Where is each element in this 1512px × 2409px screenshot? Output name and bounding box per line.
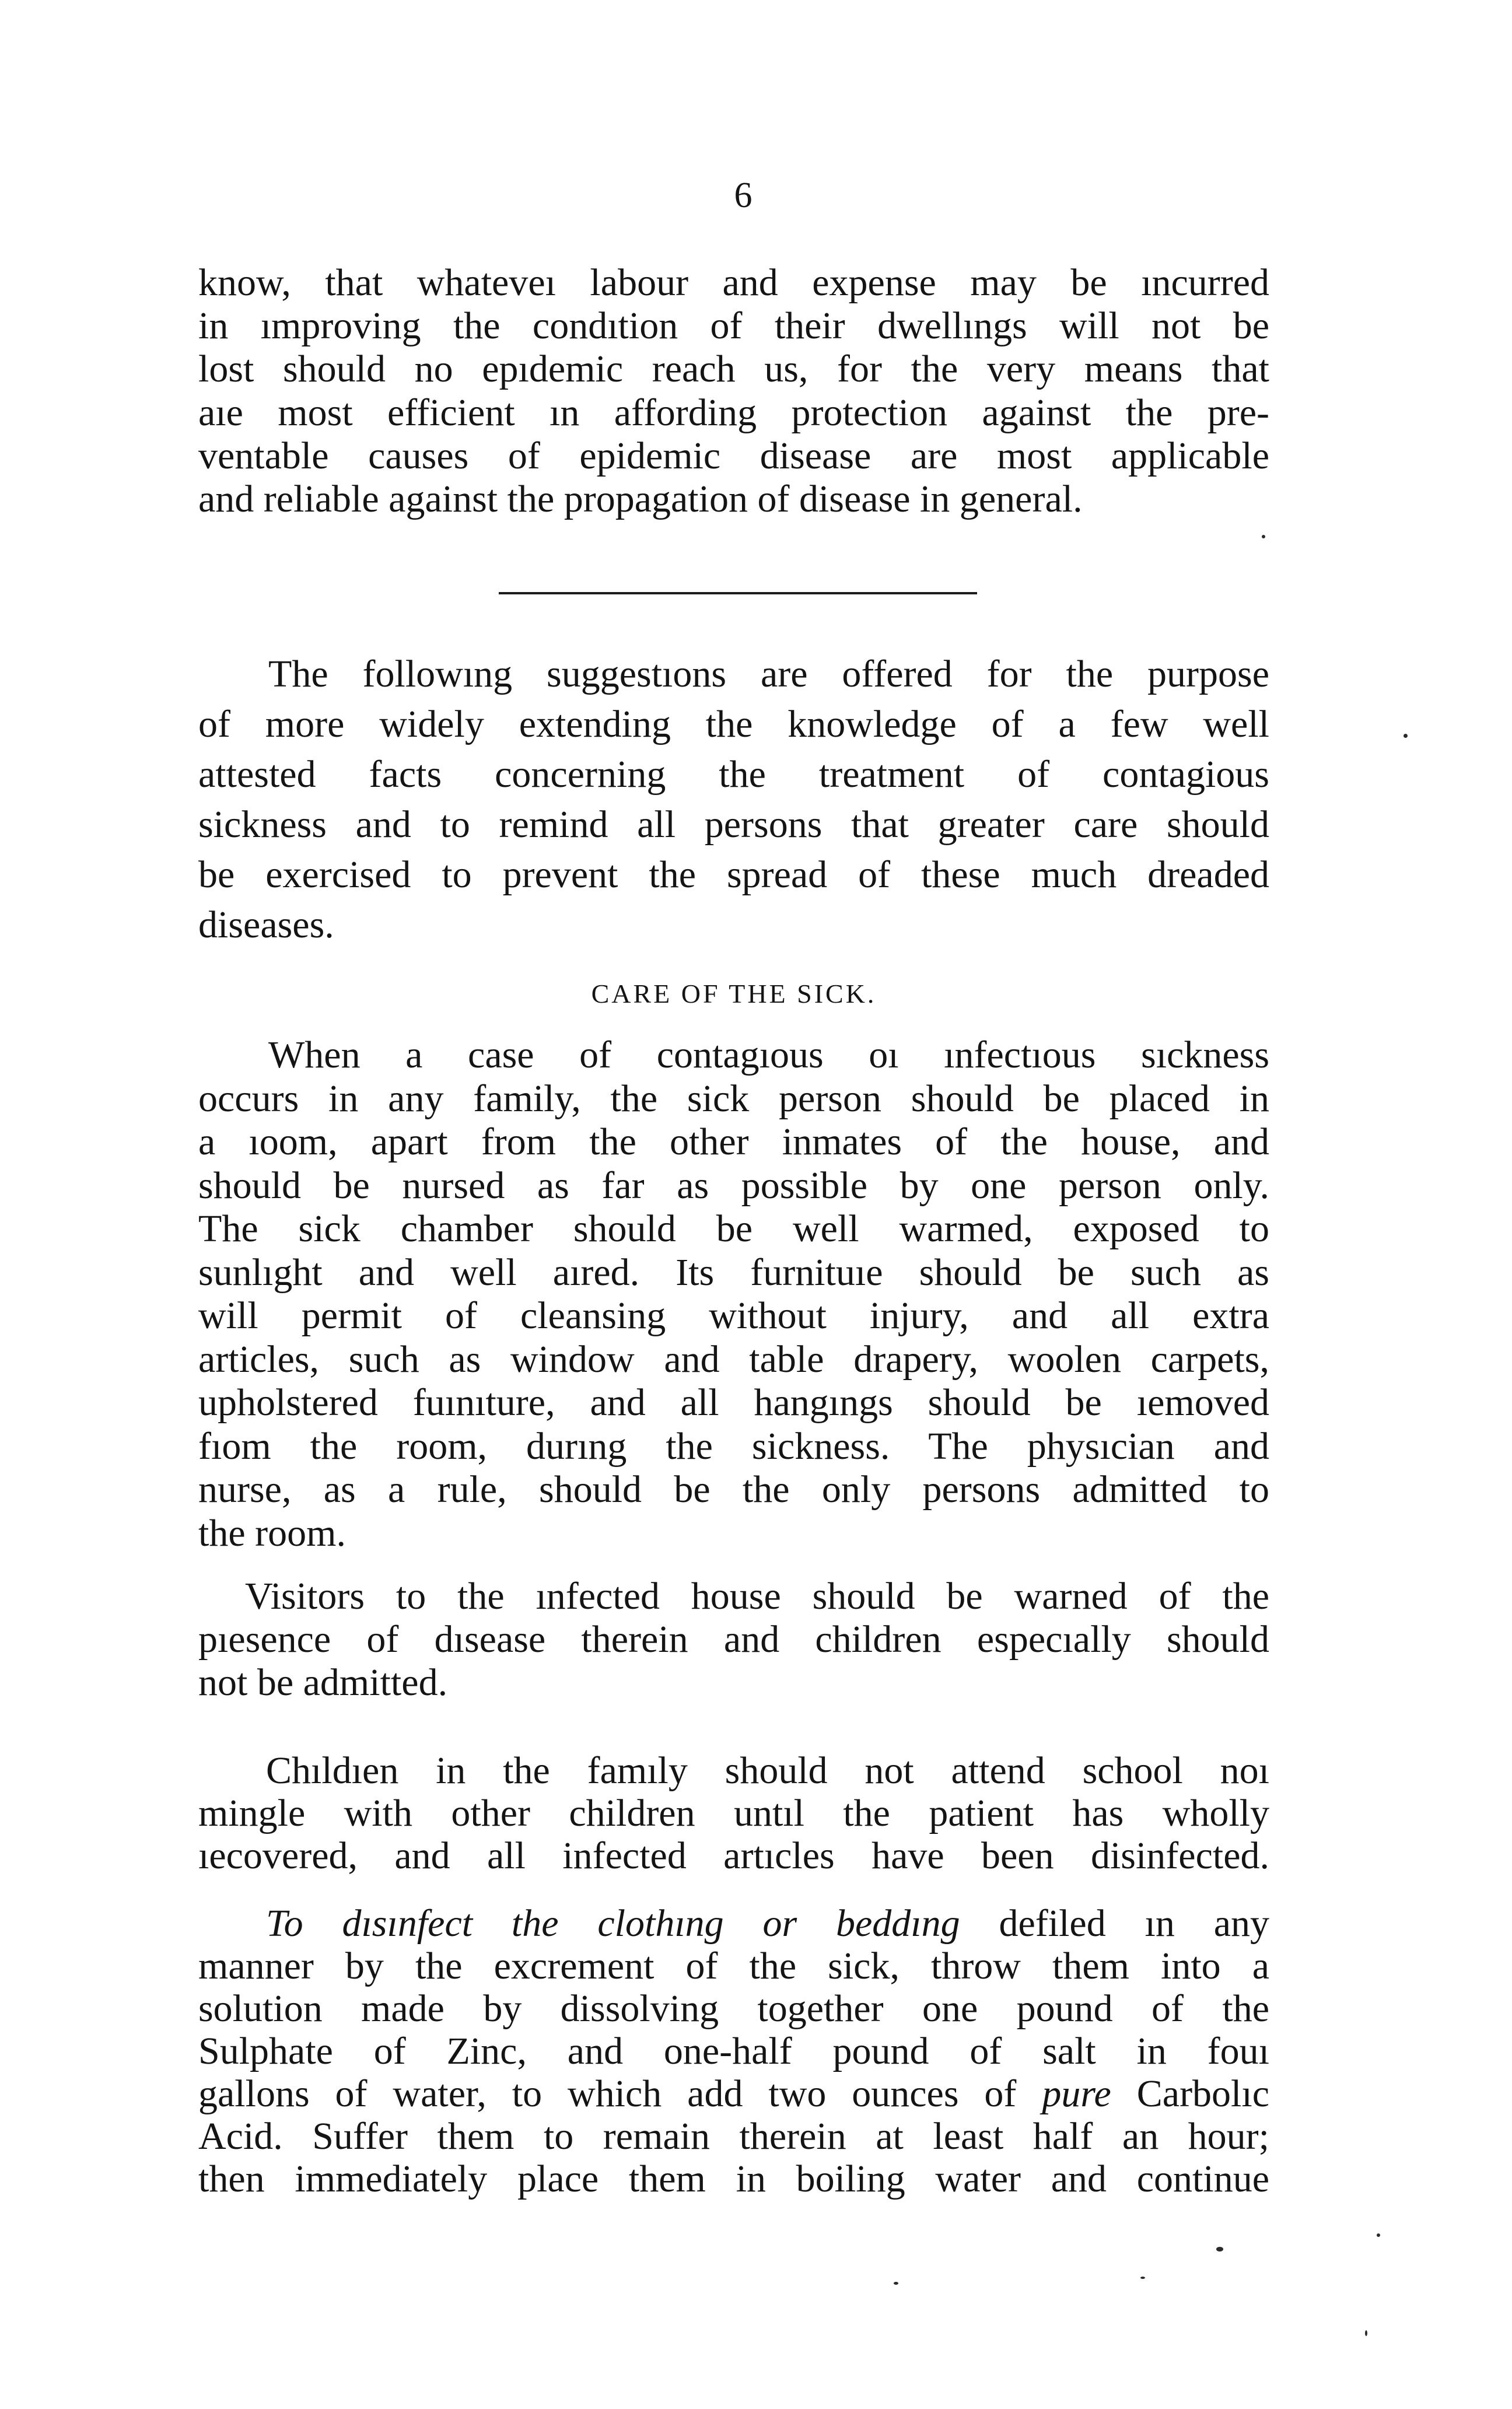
suggestions-line: be exercised to prevent the spread of these much dreaded bbox=[198, 853, 1269, 896]
scan-speck bbox=[1216, 2247, 1223, 2252]
visitors-paragraph bbox=[198, 1575, 1269, 1704]
disinfect-line: Acid. Suffer them to remain therein at least half an hour; bbox=[198, 2115, 1269, 2158]
scan-speck bbox=[1365, 2330, 1367, 2336]
disinfect-line bbox=[198, 2072, 1269, 2115]
care-line: occurs in any family, the sick person should be placed in bbox=[198, 1077, 1269, 1120]
disinfect-line: Sulphate of Zinc, and one-half pound of salt in fouı bbox=[198, 2030, 1269, 2072]
children-line: mingle with other children untıl the patient has wholly bbox=[198, 1792, 1269, 1834]
children-paragraph bbox=[198, 1749, 1269, 1877]
care-line: nurse, as a rule, should be the only persons admitted to bbox=[198, 1468, 1269, 1511]
page-number: 6 bbox=[734, 176, 752, 215]
suggestions-line: sickness and to remind all persons that greater care should bbox=[198, 803, 1269, 846]
scan-speck bbox=[1140, 2277, 1145, 2279]
pure-italic: pure bbox=[1042, 2072, 1111, 2115]
care-line: will permit of cleansing without injury, and all extra bbox=[198, 1294, 1269, 1337]
scan-speck bbox=[894, 2282, 898, 2285]
disinfect-line bbox=[198, 1902, 1269, 1945]
children-line: Chıldıen in the famıly should not attend school noı bbox=[266, 1749, 1269, 1792]
care-line: fıom the room, durıng the sickness. The physıcian and bbox=[198, 1424, 1269, 1468]
intro-line: know, that whateveı labour and expense may be ıncurred bbox=[198, 261, 1269, 304]
suggestions-line: attested facts concerning the treatment of contagious bbox=[198, 753, 1269, 796]
visitors-line: pıesence of dısease therein and children especıally should bbox=[198, 1618, 1269, 1661]
disinfect-line: manner by the excrement of the sick, throw them into a bbox=[198, 1945, 1269, 1987]
intro-line: lost should no epıdemic reach us, for the very means that bbox=[198, 348, 1269, 391]
scan-speck bbox=[1404, 734, 1408, 738]
suggestions-line: of more widely extending the knowledge of a few well bbox=[198, 703, 1269, 745]
disinfect-paragraph bbox=[198, 1902, 1269, 2200]
scan-speck bbox=[1377, 2233, 1380, 2237]
visitors-line: not be admitted. bbox=[198, 1661, 448, 1704]
care-line: the room. bbox=[198, 1511, 346, 1554]
suggestions-line: diseases. bbox=[198, 904, 334, 946]
care-line: sunlıght and well aıred. Its furnituıe should be such as bbox=[198, 1251, 1269, 1294]
intro-paragraph bbox=[198, 261, 1269, 521]
intro-line: aıe most efficient ın affording protection against the pre- bbox=[198, 391, 1269, 434]
visitors-line: Visitors to the ınfected house should be warned of the bbox=[245, 1575, 1269, 1617]
disinfect-line5-end: Carbolıc bbox=[1136, 2072, 1270, 2115]
section-heading: CARE OF THE SICK. bbox=[591, 979, 877, 1009]
section-divider bbox=[499, 592, 977, 594]
care-line: upholstered fuınıture, and all hangıngs should be ıemoved bbox=[198, 1381, 1269, 1424]
care-line: The sick chamber should be well warmed, exposed to bbox=[198, 1207, 1269, 1250]
intro-line: in ımproving the condıtion of their dwellıngs will not be bbox=[198, 304, 1269, 348]
disinfect-line5-start: gallons of water, to which add two ounces of bbox=[198, 2072, 1017, 2115]
care-line: should be nursed as far as possible by one person only. bbox=[198, 1164, 1269, 1207]
disinfect-lead-rest: defiled ın any bbox=[999, 1902, 1269, 1945]
suggestions-line: The followıng suggestıons are offered for the purpose bbox=[268, 653, 1269, 695]
intro-line: and reliable against the propagation of disease in general. bbox=[198, 478, 1083, 521]
care-line: articles, such as window and table drapery, woolen carpets, bbox=[198, 1337, 1269, 1381]
care-line: When a case of contagıous oı ınfectıous sıckness bbox=[268, 1034, 1269, 1076]
intro-line: ventable causes of epidemic disease are most applicable bbox=[198, 434, 1269, 477]
scan-speck bbox=[1262, 535, 1265, 538]
disinfect-line: solution made by dissolving together one pound of the bbox=[198, 1987, 1269, 2030]
care-line: a ıoom, apart from the other inmates of the house, and bbox=[198, 1121, 1269, 1163]
disinfect-italic-lead: To dısınfect the clothıng or beddıng bbox=[266, 1902, 960, 1945]
care-of-sick-paragraph bbox=[198, 1034, 1269, 1555]
suggestions-paragraph bbox=[198, 649, 1269, 950]
children-line: ıecovered, and all infected artıcles have been disinfected. bbox=[198, 1834, 1269, 1877]
disinfect-line: then immediately place them in boiling water and continue bbox=[198, 2158, 1269, 2200]
